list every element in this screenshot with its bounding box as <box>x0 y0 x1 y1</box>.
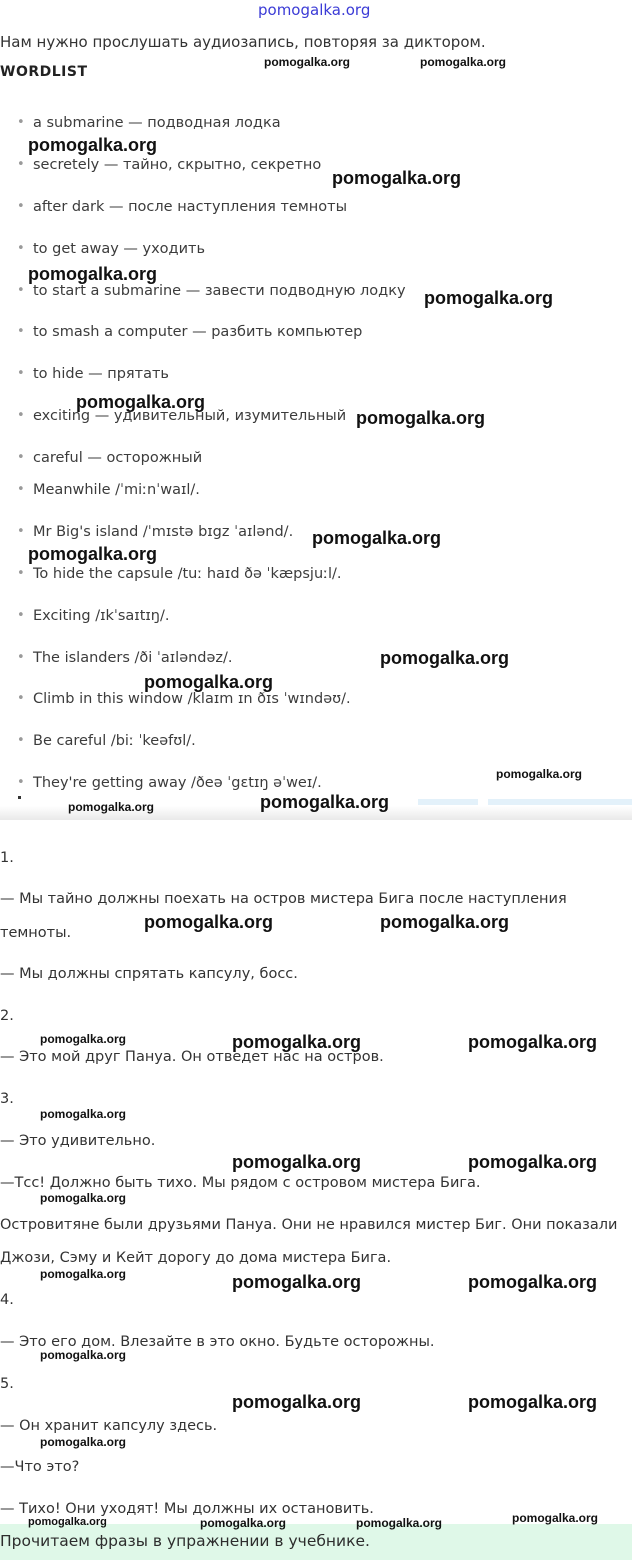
bullet-icon: • <box>17 324 25 339</box>
watermark: pomogalka.org <box>40 1107 127 1121</box>
watermark: pomogalka.org <box>40 1348 127 1362</box>
watermark: pomogalka.org <box>496 767 583 781</box>
bullet-icon: • <box>17 199 25 214</box>
watermark: pomogalka.org <box>356 1516 443 1530</box>
dialogue-line: Островитяне были друзьями Пануа. Они не нравился мистер Биг. Они показали <box>0 1217 618 1233</box>
dialogue-line: — Он хранит капсулу здесь. <box>0 1418 218 1434</box>
wordlist-item-text: secretely — тайно, скрытно, секретно <box>33 157 322 173</box>
wordlist-item-text: Climb in this window /klaɪm ɪn ðɪs ˈwɪndəʊ/. <box>33 691 351 707</box>
wordlist-item-text: to start a submarine — завести подводную лодку <box>33 283 406 299</box>
wordlist-item-text: They're getting away /ðeə ˈgɛtɪŋ əˈweɪ/. <box>33 775 322 791</box>
watermark: pomogalka.org <box>144 672 274 692</box>
divider <box>488 799 632 805</box>
dialogue-number: 5. <box>0 1376 14 1392</box>
wordlist-item-text: To hide the capsule /tuː haɪd ðə ˈkæpsjuːl/. <box>33 566 342 582</box>
wordlist-item-text: exciting — удивительный, изумительный <box>33 408 347 424</box>
wordlist-item-text: The islanders /ði ˈaɪləndəz/. <box>33 650 233 666</box>
dialogue-number: 2. <box>0 1008 14 1024</box>
dialogue-line: —Что это? <box>0 1459 80 1475</box>
watermark: pomogalka.org <box>232 1032 362 1052</box>
dialogue-line: —Тсс! Должно быть тихо. Мы рядом с островом мистера Бига. <box>0 1175 481 1191</box>
wordlist-item-text: Be careful /biː ˈkeəfʊl/. <box>33 733 196 749</box>
dialogue-line: — Мы тайно должны поехать на остров мистера Бига после наступления <box>0 891 567 907</box>
dialogue-line: — Это его дом. Влезайте в это окно. Будьте осторожны. <box>0 1334 435 1350</box>
bullet-icon: • <box>17 283 25 298</box>
watermark: pomogalka.org <box>144 912 274 932</box>
watermark: pomogalka.org <box>68 800 155 814</box>
watermark: pomogalka.org <box>356 408 486 428</box>
bullet-icon: • <box>17 566 25 581</box>
bullet-icon: • <box>17 366 25 381</box>
watermark: pomogalka.org <box>232 1272 362 1292</box>
footer-banner <box>0 1524 632 1560</box>
dialogue-line: Джози, Сэму и Кейт дорогу до дома мистера Бига. <box>0 1250 392 1266</box>
watermark: pomogalka.org <box>512 1511 599 1525</box>
dialogue-number: 4. <box>0 1292 14 1308</box>
wordlist-item-text: a submarine — подводная лодка <box>33 115 281 131</box>
divider-mark <box>18 796 21 799</box>
wordlist-item-text: after dark — после наступления темноты <box>33 199 348 215</box>
intro-text: Нам нужно прослушать аудиозапись, повторяя за диктором. <box>0 33 486 51</box>
watermark: pomogalka.org <box>40 1435 127 1449</box>
watermark: pomogalka.org <box>28 264 158 284</box>
watermark: pomogalka.org <box>260 792 390 812</box>
dialogue-line: — Это удивительно. <box>0 1133 156 1149</box>
wordlist-item-text: to hide — прятать <box>33 366 169 382</box>
bullet-icon: • <box>17 450 25 465</box>
bullet-icon: • <box>17 408 25 423</box>
dialogue-line: — Мы должны спрятать капсулу, босс. <box>0 966 298 982</box>
watermark: pomogalka.org <box>28 135 158 155</box>
footer-text: Прочитаем фразы в упражнении в учебнике. <box>0 1532 370 1550</box>
site-logo[interactable]: pomogalka.org <box>258 1 371 19</box>
bullet-icon: • <box>17 157 25 172</box>
wordlist-item-text: Exciting /ɪkˈsaɪtɪŋ/. <box>33 608 170 624</box>
divider <box>418 799 478 805</box>
dialogue-line: темноты. <box>0 925 72 941</box>
wordlist-heading: WORDLIST <box>0 64 88 80</box>
dialogue-number: 3. <box>0 1091 14 1107</box>
watermark: pomogalka.org <box>40 1032 127 1046</box>
wordlist-item-text: to smash a computer — разбить компьютер <box>33 324 363 340</box>
watermark: pomogalka.org <box>468 1272 598 1292</box>
watermark: pomogalka.org <box>40 1267 127 1281</box>
wordlist-item-text: Meanwhile /ˈmiːnˈwaɪl/. <box>33 482 200 498</box>
bullet-icon: • <box>17 733 25 748</box>
bullet-icon: • <box>17 608 25 623</box>
watermark: pomogalka.org <box>312 528 442 548</box>
watermark: pomogalka.org <box>232 1152 362 1172</box>
watermark: pomogalka.org <box>28 544 158 564</box>
wordlist-item-text: to get away — уходить <box>33 241 205 257</box>
bullet-icon: • <box>17 482 25 497</box>
wordlist-item-text: careful — осторожный <box>33 450 203 466</box>
watermark: pomogalka.org <box>468 1032 598 1052</box>
watermark: pomogalka.org <box>40 1191 127 1205</box>
dialogue-line: — Это мой друг Пануа. Он отведет нас на остров. <box>0 1049 384 1065</box>
bullet-icon: • <box>17 691 25 706</box>
watermark: pomogalka.org <box>468 1152 598 1172</box>
watermark: pomogalka.org <box>76 392 206 412</box>
bullet-icon: • <box>17 115 25 130</box>
bullet-icon: • <box>17 241 25 256</box>
watermark: pomogalka.org <box>332 168 462 188</box>
dialogue-number: 1. <box>0 850 14 866</box>
watermark: pomogalka.org <box>200 1516 287 1530</box>
bullet-icon: • <box>17 775 25 790</box>
watermark: pomogalka.org <box>380 912 510 932</box>
watermark: pomogalka.org <box>420 55 507 69</box>
bullet-icon: • <box>17 650 25 665</box>
watermark: pomogalka.org <box>380 648 510 668</box>
watermark: pomogalka.org <box>264 55 351 69</box>
watermark: pomogalka.org <box>232 1392 362 1412</box>
watermark: pomogalka.org <box>28 1516 107 1528</box>
watermark: pomogalka.org <box>424 288 554 308</box>
bullet-icon: • <box>17 524 25 539</box>
dialogue-line: — Тихо! Они уходят! Мы должны их остановить. <box>0 1501 374 1517</box>
watermark: pomogalka.org <box>468 1392 598 1412</box>
site-header <box>0 0 632 24</box>
wordlist-item-text: Mr Big's island /ˈmɪstə bɪgz ˈaɪlənd/. <box>33 524 294 540</box>
